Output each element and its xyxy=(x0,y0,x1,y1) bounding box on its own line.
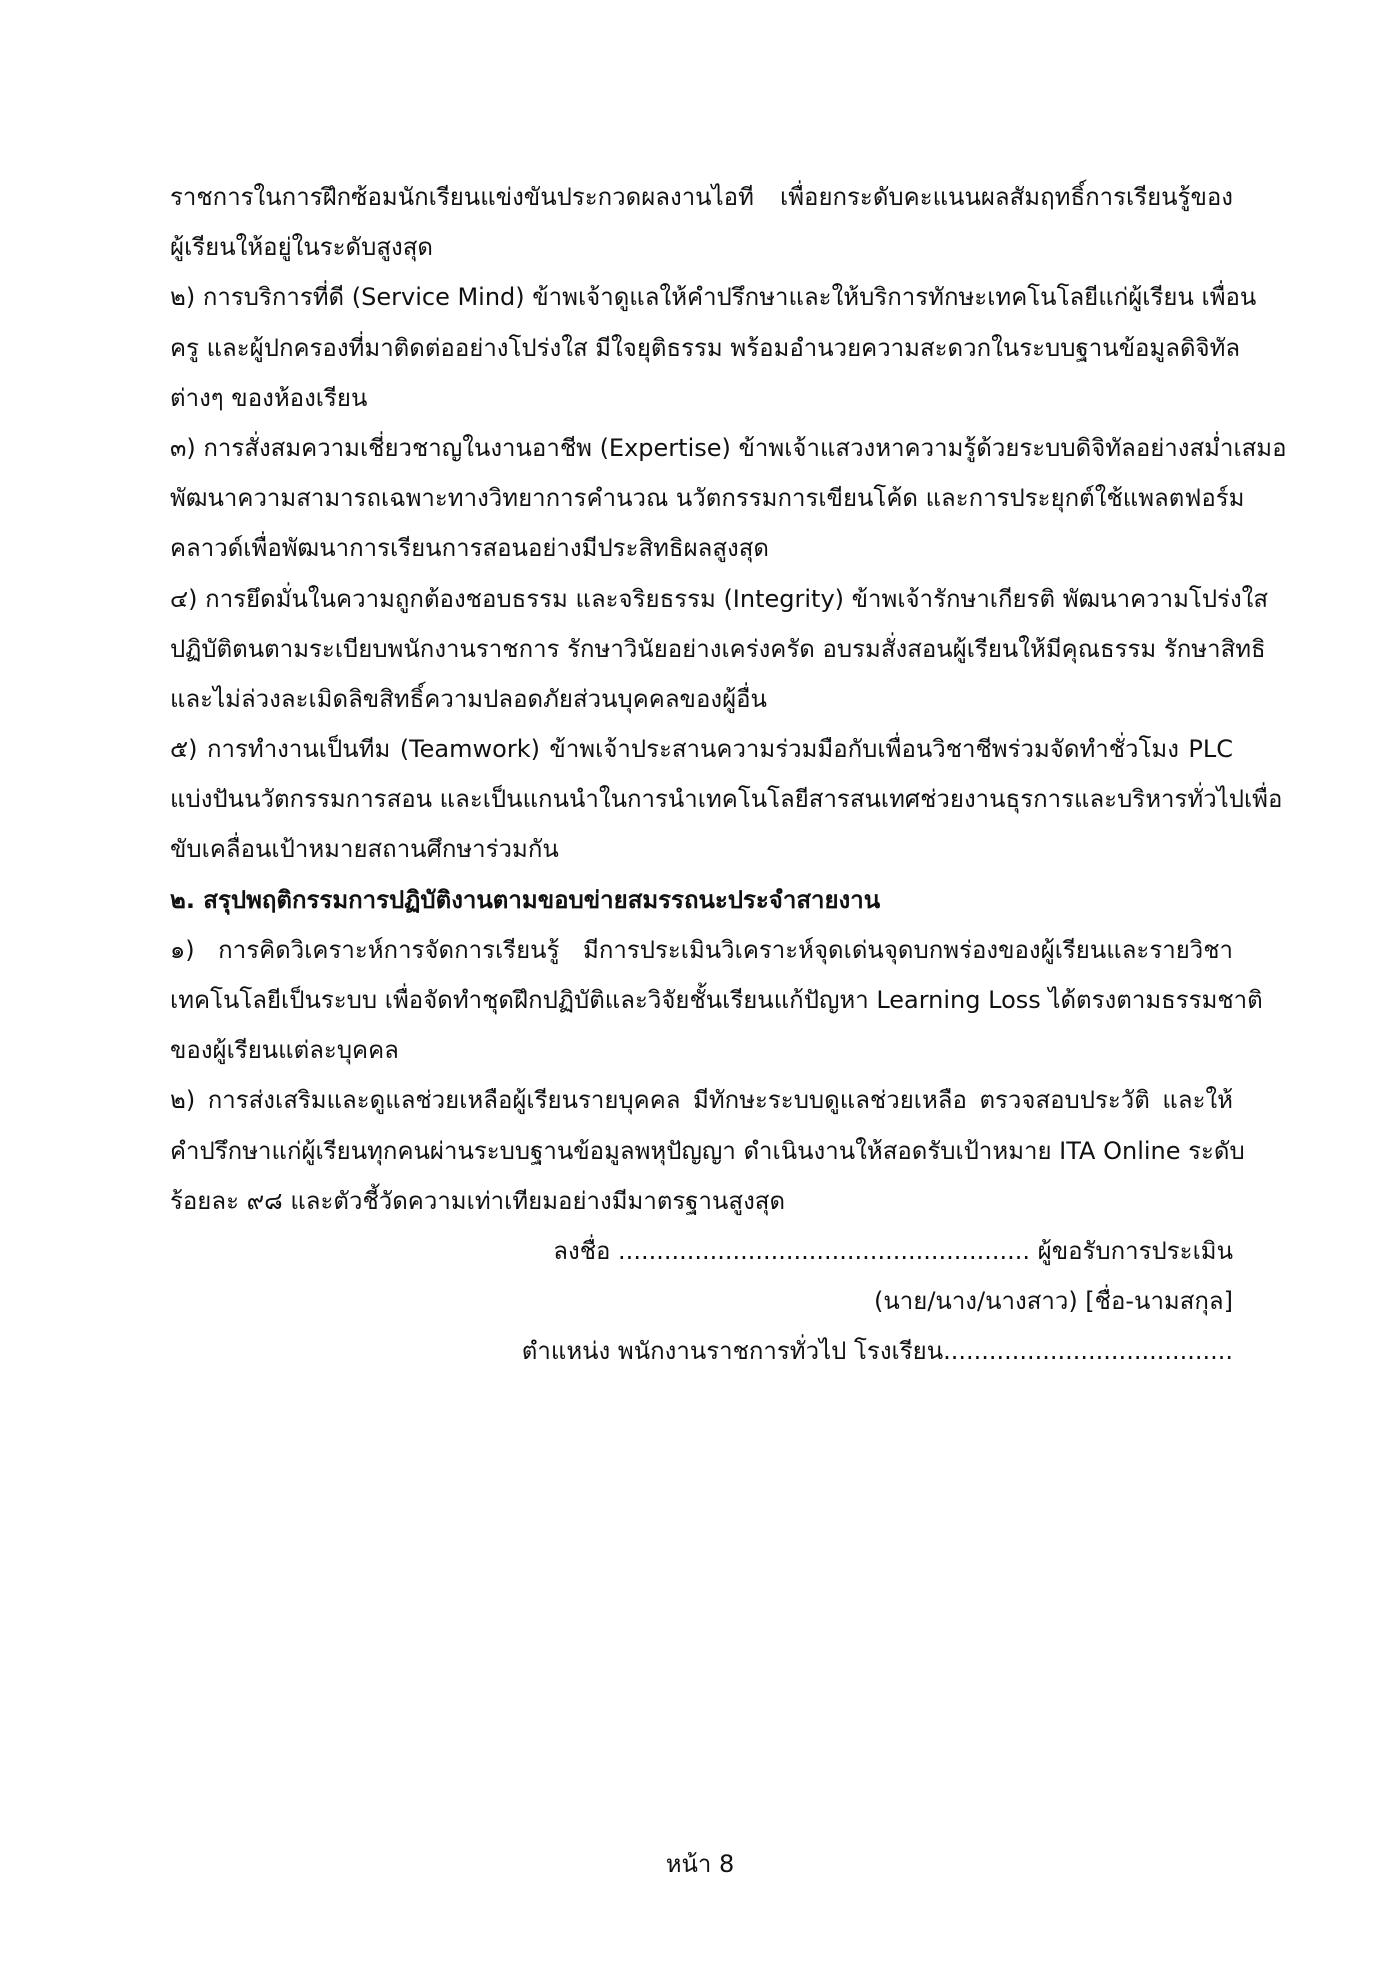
paragraph-line: ๕) การทำงานเป็นทีม (Teamwork) ข้าพเจ้าประสานความร่วมมือกับเพื่อนวิชาชีพร่วมจัดทำชั่วโมง PLC xyxy=(170,735,1233,764)
signature-name-line: (นาย/นาง/นางสาว) [ชื่อ-นามสกุล] xyxy=(874,1287,1233,1316)
signature-line: ลงชื่อ ...................................................... ผู้ขอรับการประเมิน xyxy=(553,1236,1233,1265)
paragraph-line: พัฒนาความสามารถเฉพาะทางวิทยาการคำนวณ นวัตกรรมการเขียนโค้ด และการประยุกต์ใช้แพลตฟอร์ม xyxy=(170,484,1245,513)
paragraph-line: ร้อยละ ๙๘ และตัวชี้วัดความเท่าเทียมอย่างมีมาตรฐานสูงสุด xyxy=(170,1186,786,1215)
paragraph-line: ๒) การส่งเสริมและดูแลช่วยเหลือผู้เรียนรายบุคคล มีทักษะระบบดูแลช่วยเหลือ ตรวจสอบประวัติ และให้ xyxy=(170,1086,1233,1115)
paragraph-line: และไม่ล่วงละเมิดลิขสิทธิ์ความปลอดภัยส่วนบุคคลของผู้อื่น xyxy=(170,684,767,713)
paragraph-line: ปฏิบัติตนตามระเบียบพนักงานราชการ รักษาวินัยอย่างเคร่งครัด อบรมสั่งสอนผู้เรียนให้มีคุณธรรม รักษาสิทธิ xyxy=(170,634,1266,663)
paragraph-line: ผู้เรียนให้อยู่ในระดับสูงสุด xyxy=(170,233,433,262)
paragraph-line: ๒) การบริการที่ดี (Service Mind) ข้าพเจ้าดูแลให้คำปรึกษาและให้บริการทักษะเทคโนโลยีแก่ผู้เรียน เพื่อน xyxy=(170,283,1257,312)
paragraph-line: ๑) การคิดวิเคราะห์การจัดการเรียนรู้ มีการประเมินวิเคราะห์จุดเด่นจุดบกพร่องของผู้เรียนและรายวิชา xyxy=(170,935,1233,964)
paragraph-line: ราชการในการฝึกซ้อมนักเรียนแข่งขันประกวดผลงานไอที เพื่อยกระดับคะแนนผลสัมฤทธิ์การเรียนรู้ของ xyxy=(170,183,1233,211)
paragraph-line: ครู และผู้ปกครองที่มาติดต่ออย่างโปร่งใส มีใจยุติธรรม พร้อมอำนวยความสะดวกในระบบฐานข้อมูลดิจิทัล xyxy=(170,333,1241,362)
paragraph-line: เทคโนโลยีเป็นระบบ เพื่อจัดทำชุดฝึกปฏิบัติและวิจัยชั้นเรียนแก้ปัญหา Learning Loss ได้ตรงตามธรรมชาติ xyxy=(170,986,1263,1014)
page-number: หน้า 8 xyxy=(665,1850,735,1878)
paragraph-line: ๓) การสั่งสมความเชี่ยวชาญในงานอาชีพ (Expertise) ข้าพเจ้าแสวงหาความรู้ด้วยระบบดิจิทัลอย่างสม่ำเสมอ xyxy=(170,433,1287,462)
document-body xyxy=(170,172,1287,1377)
paragraph-line: คลาวด์เพื่อพัฒนาการเรียนการสอนอย่างมีประสิทธิผลสูงสุด xyxy=(170,534,769,563)
paragraph-line: คำปรึกษาแก่ผู้เรียนทุกคนผ่านระบบฐานข้อมูลพหุปัญญา ดำเนินงานให้สอดรับเป้าหมาย ITA Online ระดับ xyxy=(170,1136,1245,1165)
paragraph-line: ๔) การยึดมั่นในความถูกต้องชอบธรรม และจริยธรรม (Integrity) ข้าพเจ้ารักษาเกียรติ พัฒนาความโปร่งใส xyxy=(170,584,1269,613)
paragraph-line: ของผู้เรียนแต่ละบุคคล xyxy=(170,1036,399,1065)
signature-position-line: ตำแหน่ง พนักงานราชการทั่วไป โรงเรียน...................................... xyxy=(521,1337,1233,1366)
paragraph-line: แบ่งปันนวัตกรรมการสอน และเป็นแกนนำในการนำเทคโนโลยีสารสนเทศช่วยงานธุรการและบริหารทั่วไปเพื่อ xyxy=(170,785,1283,814)
paragraph-line: ขับเคลื่อนเป้าหมายสถานศึกษาร่วมกัน xyxy=(170,835,559,864)
section-heading: ๒. สรุปพฤติกรรมการปฏิบัติงานตามขอบข่ายสมรรถนะประจำสายงาน xyxy=(170,885,881,914)
paragraph-line: ต่างๆ ของห้องเรียน xyxy=(170,383,368,412)
